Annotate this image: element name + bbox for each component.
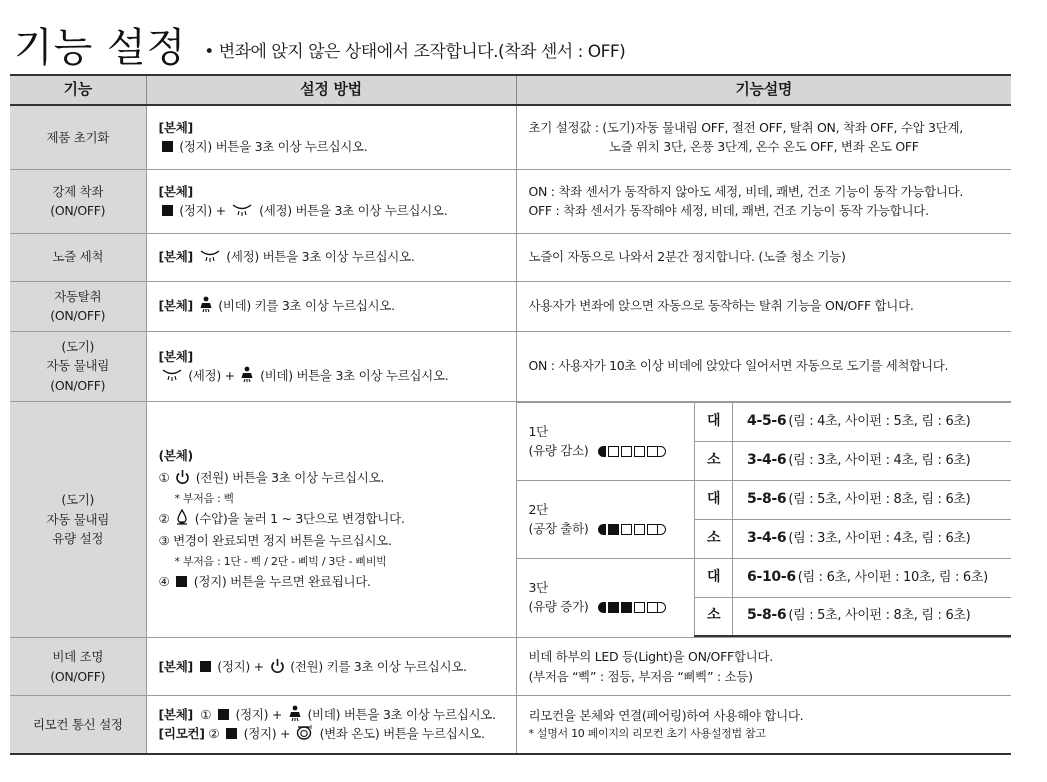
method-text: (비데) 버튼을 3초 이상 누르십시오. bbox=[307, 706, 496, 722]
bidet-figure-icon bbox=[240, 366, 254, 383]
power-icon bbox=[175, 469, 190, 485]
step-text: (정지) 버튼을 누르면 완료됩니다. bbox=[193, 574, 371, 590]
step-number: ① bbox=[158, 470, 174, 486]
function-name bbox=[10, 401, 146, 638]
level-indicator-segment bbox=[608, 602, 619, 613]
step-note: * 부저음 : 1단 - 삑 / 2단 - 삐빅 / 3단 - 삐비빅 bbox=[174, 555, 387, 569]
method-cell bbox=[146, 696, 516, 754]
description-line: (부저음 “삑” : 점등, 부저음 “삐삑” : 소등) bbox=[528, 668, 753, 684]
flush-sequence: 3-4-6 bbox=[747, 529, 787, 546]
level-indicator-segment bbox=[634, 524, 645, 535]
flush-timing-detail: (림 : 4초, 사이펀 : 5초, 림 : 6초) bbox=[788, 413, 971, 429]
flush-sequence: 6-10-6 bbox=[747, 568, 796, 585]
description-cell bbox=[516, 638, 1011, 696]
flush-sequence: 4-5-6 bbox=[747, 412, 787, 429]
level-indicator-segment bbox=[647, 602, 658, 613]
stop-square-icon bbox=[226, 728, 237, 739]
stop-square-icon bbox=[218, 709, 229, 720]
description-line: 비데 하부의 LED 등(Light)을 ON/OFF합니다. bbox=[528, 649, 773, 665]
function-name-line: 자동탈취 bbox=[54, 288, 102, 304]
function-name: 제품 초기화 bbox=[10, 105, 146, 169]
function-name bbox=[10, 331, 146, 401]
method-text: (비데) 버튼을 3초 이상 누르십시오. bbox=[260, 368, 449, 383]
row-factory-reset bbox=[10, 105, 1011, 169]
method-text: (세정) + bbox=[188, 368, 235, 383]
level-indicator-icon bbox=[598, 524, 666, 535]
level-indicator-segment bbox=[658, 524, 666, 535]
level-indicator-segment bbox=[621, 446, 632, 457]
page-header bbox=[14, 14, 626, 71]
description-line: 리모컨을 본체와 연결(페어링)하여 사용해야 합니다. bbox=[528, 708, 804, 724]
function-name-line: 비데 조명 bbox=[52, 649, 104, 665]
flush-size-label: 대 bbox=[695, 558, 733, 597]
water-pressure-icon bbox=[175, 509, 189, 526]
method-tag: (본체) bbox=[158, 448, 193, 464]
step-text: ③ 변경이 완료되면 정지 버튼을 누르십시오. bbox=[158, 533, 392, 549]
flush-timing-detail: (림 : 6초, 사이펀 : 10초, 림 : 6초) bbox=[797, 569, 988, 585]
page-title: 기능 설정 bbox=[14, 25, 187, 71]
method-cell bbox=[146, 233, 516, 281]
step-number: ① bbox=[200, 706, 212, 722]
flush-timing-detail: (림 : 3초, 사이펀 : 4초, 림 : 6초) bbox=[788, 530, 971, 546]
method-tag: [본체] bbox=[158, 348, 193, 364]
function-name-line: 유량 설정 bbox=[52, 530, 104, 546]
level-indicator-segment bbox=[621, 524, 632, 535]
description-line: ON : 착좌 센서가 동작하지 않아도 세정, 비데, 쾌변, 건조 기능이 동작 가능합니다. bbox=[528, 183, 964, 199]
method-text: (전원) 키를 3초 이상 누르십시오. bbox=[290, 658, 467, 674]
function-name-line: 자동 물내림 bbox=[46, 358, 110, 374]
description-line: 초기 설정값 : (도기)자동 물내림 OFF, 절전 OFF, 탈취 ON, 착좌 OFF, 수압 3단계, bbox=[528, 119, 963, 135]
flush-level-label bbox=[517, 402, 695, 480]
flush-level-row bbox=[517, 402, 1012, 441]
description-cell bbox=[516, 105, 1011, 169]
flush-sequence: 3-4-6 bbox=[747, 451, 787, 468]
description-cell: 사용자가 변좌에 앉으면 자동으로 동작하는 탈취 기능을 ON/OFF 합니다. bbox=[516, 281, 1011, 331]
flush-timing-value bbox=[733, 402, 1012, 441]
flush-level-row bbox=[517, 480, 1012, 519]
step-number: ② bbox=[208, 726, 220, 742]
method-cell bbox=[146, 638, 516, 696]
header-description: 기능설명 bbox=[516, 75, 1011, 105]
row-bidet-light bbox=[10, 638, 1011, 696]
description-cell bbox=[516, 169, 1011, 233]
row-nozzle-clean bbox=[10, 233, 1011, 281]
method-cell bbox=[146, 401, 516, 638]
function-name bbox=[10, 638, 146, 696]
level-indicator-segment bbox=[647, 446, 658, 457]
power-icon bbox=[270, 658, 285, 674]
flush-size-label: 소 bbox=[695, 519, 733, 558]
step-note: * 부저음 : 삑 bbox=[174, 492, 234, 506]
function-name-line: (ON/OFF) bbox=[50, 668, 106, 684]
settings-table bbox=[10, 74, 1011, 755]
flush-level-caption: (유량 증가) bbox=[528, 599, 589, 615]
function-name-line: 자동 물내림 bbox=[46, 511, 110, 527]
row-remote-pairing bbox=[10, 696, 1011, 754]
row-auto-deodor bbox=[10, 281, 1011, 331]
stop-square-icon bbox=[162, 205, 173, 216]
flush-timing-value bbox=[733, 519, 1012, 558]
flush-timing-detail: (림 : 3초, 사이펀 : 4초, 림 : 6초) bbox=[788, 452, 971, 468]
level-indicator-icon bbox=[598, 446, 666, 457]
flush-timing-value bbox=[733, 441, 1012, 480]
level-indicator-segment bbox=[658, 446, 666, 457]
method-text: (세정) 버튼을 3초 이상 누르십시오. bbox=[259, 203, 448, 218]
level-indicator-icon bbox=[598, 602, 666, 613]
flush-timing-value bbox=[733, 597, 1012, 636]
method-text: (정지) + bbox=[235, 706, 283, 722]
method-text: (정지) + bbox=[217, 658, 264, 674]
description-cell bbox=[516, 696, 1011, 754]
flush-timing-value bbox=[733, 558, 1012, 597]
flush-level-label bbox=[517, 558, 695, 636]
flush-level-row bbox=[517, 558, 1012, 597]
flush-timing-detail: (림 : 5초, 사이펀 : 8초, 림 : 6초) bbox=[788, 491, 971, 507]
level-indicator-segment bbox=[647, 524, 658, 535]
flush-timing-detail: (림 : 5초, 사이펀 : 8초, 림 : 6초) bbox=[788, 608, 971, 624]
description-note: * 설명서 10 페이지의 리모컨 초기 사용설정법 참고 bbox=[528, 727, 766, 741]
flush-size-label: 대 bbox=[695, 480, 733, 519]
flush-level-label bbox=[517, 480, 695, 558]
header-method: 설정 방법 bbox=[146, 75, 516, 105]
method-tag: [본체] bbox=[158, 183, 193, 199]
level-indicator-segment bbox=[598, 446, 606, 457]
header-function: 기능 bbox=[10, 75, 146, 105]
step-number: ② bbox=[158, 511, 174, 527]
description-line: OFF : 착좌 센서가 동작해야 세정, 비데, 쾌변, 건조 기능이 동작 가능합니다. bbox=[528, 203, 929, 218]
method-tag: [본체] bbox=[158, 298, 193, 314]
function-name-line: 강제 착좌 bbox=[52, 183, 104, 199]
row-forced-seat bbox=[10, 169, 1011, 233]
flush-level-number: 3단 bbox=[528, 579, 548, 595]
method-text: (정지) + bbox=[243, 726, 291, 742]
method-tag: [본체] bbox=[158, 658, 193, 674]
method-cell bbox=[146, 169, 516, 233]
flush-sequence: 5-8-6 bbox=[747, 607, 787, 624]
stop-square-icon bbox=[200, 661, 211, 672]
function-name: 리모컨 통신 설정 bbox=[10, 696, 146, 754]
method-tag: [리모컨] bbox=[158, 726, 205, 742]
function-name: 노즐 세척 bbox=[10, 233, 146, 281]
flush-size-label: 소 bbox=[695, 597, 733, 636]
wash-spray-icon bbox=[231, 202, 253, 218]
method-text: (비데) 키를 3초 이상 누르십시오. bbox=[218, 298, 395, 314]
flush-level-number: 1단 bbox=[528, 423, 548, 439]
stop-square-icon bbox=[162, 141, 173, 152]
method-text: (정지) + bbox=[179, 203, 226, 218]
table-header-row bbox=[10, 75, 1011, 105]
step-number: ④ bbox=[158, 574, 174, 590]
seat-temperature-icon bbox=[296, 724, 314, 741]
wash-spray-icon bbox=[161, 367, 183, 383]
function-name bbox=[10, 169, 146, 233]
flush-sequence: 5-8-6 bbox=[747, 490, 787, 507]
level-indicator-segment bbox=[634, 602, 645, 613]
method-cell bbox=[146, 105, 516, 169]
function-name-line: (도기) bbox=[61, 338, 95, 354]
row-flush-volume bbox=[10, 401, 1011, 638]
page-subtitle: • 변좌에 앉지 않은 상태에서 조작합니다.(착좌 센서 : OFF) bbox=[204, 42, 626, 62]
function-name-line: (ON/OFF) bbox=[50, 377, 106, 393]
function-name-line: (도기) bbox=[61, 492, 95, 508]
level-indicator-segment bbox=[634, 446, 645, 457]
flush-level-table bbox=[517, 402, 1012, 638]
method-text: (변좌 온도) 버튼을 누르십시오. bbox=[319, 726, 485, 742]
description-line: 노즐 위치 3단, 온풍 3단계, 온수 온도 OFF, 변좌 온도 OFF bbox=[608, 139, 919, 155]
flush-level-caption: (공장 출하) bbox=[528, 521, 589, 536]
method-tag: [본체] bbox=[158, 249, 193, 265]
stop-square-icon bbox=[176, 576, 187, 587]
wash-spray-icon bbox=[199, 248, 221, 264]
flush-size-label: 소 bbox=[695, 441, 733, 480]
bidet-figure-icon bbox=[288, 705, 302, 722]
step-text: (수압)을 눌러 1 ~ 3단으로 변경합니다. bbox=[194, 511, 405, 527]
method-tag: [본체] bbox=[158, 706, 193, 722]
flush-level-caption: (유량 감소) bbox=[528, 443, 589, 458]
method-text: (세정) 버튼을 3초 이상 누르십시오. bbox=[226, 249, 415, 265]
function-name bbox=[10, 281, 146, 331]
level-indicator-segment bbox=[608, 446, 619, 457]
step-text: (전원) 버튼을 3초 이상 누르십시오. bbox=[195, 470, 385, 486]
flush-timing-value bbox=[733, 480, 1012, 519]
method-tag: [본체] bbox=[158, 119, 193, 135]
level-indicator-segment bbox=[621, 602, 632, 613]
row-auto-flush bbox=[10, 331, 1011, 401]
level-indicator-segment bbox=[598, 602, 606, 613]
level-indicator-segment bbox=[658, 602, 666, 613]
method-text: (정지) 버튼을 3초 이상 누르십시오. bbox=[179, 139, 368, 155]
description-cell: ON : 사용자가 10초 이상 비데에 앉았다 일어서면 자동으로 도기를 세척합니다. bbox=[516, 331, 1011, 401]
level-indicator-segment bbox=[598, 524, 606, 535]
description-cell: 노즐이 자동으로 나와서 2분간 정지합니다. (노즐 청소 기능) bbox=[516, 233, 1011, 281]
method-cell bbox=[146, 331, 516, 401]
level-indicator-segment bbox=[608, 524, 619, 535]
flush-level-cell bbox=[516, 401, 1011, 638]
flush-size-label: 대 bbox=[695, 402, 733, 441]
flush-level-number: 2단 bbox=[528, 501, 548, 517]
function-name-line: (ON/OFF) bbox=[50, 203, 106, 218]
bidet-figure-icon bbox=[199, 296, 213, 313]
function-name-line: (ON/OFF) bbox=[50, 308, 106, 323]
method-cell bbox=[146, 281, 516, 331]
